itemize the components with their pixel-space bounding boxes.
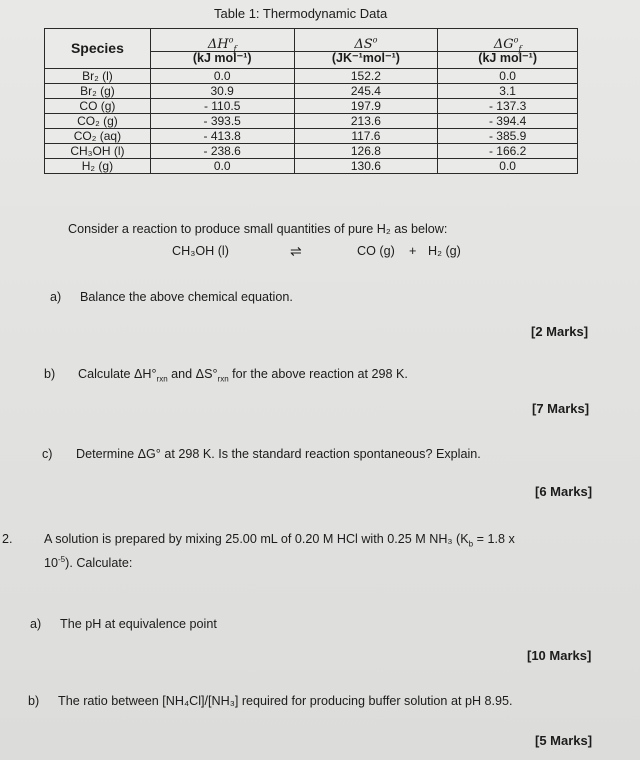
q2-number: 2. bbox=[2, 532, 13, 546]
table-row: CO₂ (g) - 393.5 213.6 - 394.4 bbox=[45, 114, 578, 129]
q2b-label: b) bbox=[28, 694, 40, 708]
table-row: CO (g) - 110.5 197.9 - 137.3 bbox=[45, 99, 578, 114]
header-species: Species bbox=[45, 29, 151, 69]
table-title: Table 1: Thermodynamic Data bbox=[214, 6, 388, 21]
header-dh-units: (kJ mol⁻¹) bbox=[150, 52, 294, 69]
reaction-intro: Consider a reaction to produce small quantities of pure H₂ as below: bbox=[68, 222, 448, 236]
q2b-marks: [5 Marks] bbox=[535, 733, 593, 748]
q1b-marks: [7 Marks] bbox=[532, 401, 590, 416]
equilibrium-arrow-icon: ⇌ bbox=[290, 243, 300, 259]
q1b-label: b) bbox=[44, 367, 56, 381]
q1a-marks: [2 Marks] bbox=[531, 324, 589, 339]
table-row: CH₃OH (l) - 238.6 126.8 - 166.2 bbox=[45, 144, 578, 159]
table-row: Br₂ (g) 30.9 245.4 3.1 bbox=[45, 84, 578, 99]
q2a-text: The pH at equivalence point bbox=[60, 617, 217, 631]
q2a-marks: [10 Marks] bbox=[527, 648, 592, 663]
q2a-label: a) bbox=[30, 617, 42, 631]
q2b-text: The ratio between [NH₄Cl]/[NH₃] required for producing buffer solution at pH 8.95. bbox=[58, 694, 513, 708]
show-through-text bbox=[16, 326, 616, 342]
header-dh: $\Delta H^o_f$ bbox=[150, 29, 294, 52]
q1c-text: Determine ΔG° at 298 K. Is the standard reaction spontaneous? Explain. bbox=[76, 447, 481, 461]
q2-line1: A solution is prepared by mixing 25.00 mL of 0.20 M HCl with 0.25 M NH₃ ($K_b = 1.8$ x bbox=[44, 532, 515, 549]
q2-line2: $10^{-5}$). Calculate: bbox=[44, 554, 133, 570]
q1c-marks: [6 Marks] bbox=[535, 484, 593, 499]
table-row: CO₂ (aq) - 413.8 117.6 - 385.9 bbox=[45, 129, 578, 144]
table-row: H₂ (g) 0.0 130.6 0.0 bbox=[45, 159, 578, 174]
q1c-label: c) bbox=[42, 447, 53, 461]
header-dg: $\Delta G^o_f$ bbox=[438, 29, 578, 52]
header-dg-units: (kJ mol⁻¹) bbox=[438, 52, 578, 69]
header-ds-units: (JK⁻¹mol⁻¹) bbox=[294, 52, 438, 69]
q1a-label: a) bbox=[50, 290, 62, 304]
table-row: Br₂ (l) 0.0 152.2 0.0 bbox=[45, 69, 578, 84]
q1a-text: Balance the above chemical equation. bbox=[80, 290, 293, 304]
q1b-text: Calculate $\Delta H^\circ_{rxn}$ and $\Delta S^\circ_{rxn}$ for the above reaction at 298 K. bbox=[78, 367, 408, 384]
thermodynamic-data-table bbox=[44, 28, 578, 174]
header-ds: $\Delta S^o$ bbox=[294, 29, 438, 52]
